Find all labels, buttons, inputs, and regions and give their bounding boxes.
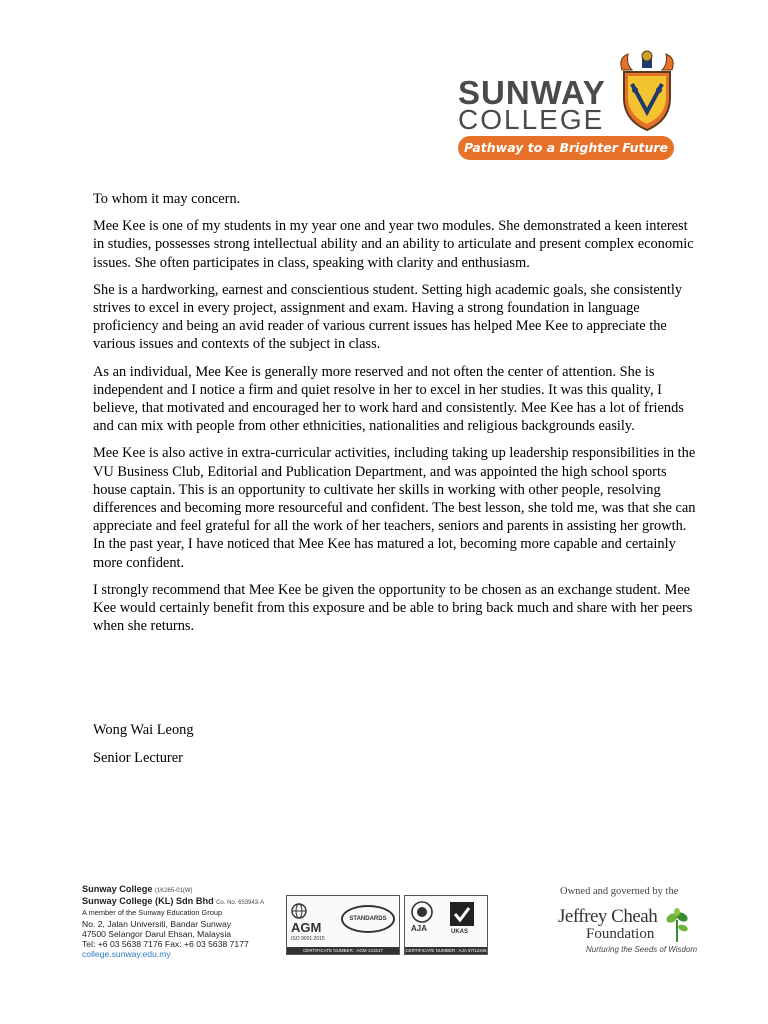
footer-company-reg: Co. No. 653943-A xyxy=(216,900,265,907)
foundation-name: Jeffrey Cheah xyxy=(558,906,658,927)
foundation-motto: Nurturing the Seeds of Wisdom xyxy=(586,945,698,954)
owned-governed-text: Owned and governed by the xyxy=(560,886,679,897)
footer-college-name: Sunway College xyxy=(82,884,153,894)
logo-sunway-text: SUNWAY xyxy=(458,74,606,111)
ukas-check-icon xyxy=(449,901,475,927)
certification-badge-agm xyxy=(286,895,400,955)
cert1-number: CERTIFICATE NUMBER : AGM 141517 xyxy=(287,947,399,954)
footer-member: A member of the Sunway Education Group xyxy=(82,908,223,918)
logo-college-text: COLLEGE xyxy=(458,104,605,135)
agm-iso: ISO 9001:2015 xyxy=(291,936,325,942)
aja-mark: AJA xyxy=(411,924,428,933)
signatory-title: Senior Lecturer xyxy=(93,750,183,766)
certification-badge-aja xyxy=(404,895,488,955)
signatory-name: Wong Wai Leong xyxy=(93,722,194,738)
footer-address-2: 47500 Selangor Darul Ehsan, Malaysia xyxy=(82,928,232,939)
letter-paragraph: Mee Kee is one of my students in my year one and year two modules. She demonstrated a keen interest in studies, possesses strong intellectual ability and an ability to articulate and present complex economic issues. She often participates in class, speaking with clarity and enthusiasm. xyxy=(93,218,694,271)
footer-website-link[interactable]: college.sunway.edu.my xyxy=(82,949,171,960)
agm-mark: AGM xyxy=(291,920,322,935)
footer-address-block xyxy=(82,884,282,959)
footer-address-1: No. 2, Jalan Universiti, Bandar Sunway xyxy=(82,918,232,929)
standards-seal: STANDARDS xyxy=(341,905,395,933)
foundation-word: Foundation xyxy=(586,926,655,942)
letter-body xyxy=(93,190,698,644)
logo-tagline: Pathway to a Brighter Future xyxy=(458,136,674,160)
globe-icon xyxy=(291,902,307,920)
footer-phone: Tel: +6 03 5638 7176 Fax: +6 03 5638 7177 xyxy=(82,939,249,950)
aja-emblem-icon xyxy=(410,901,434,923)
seedling-icon xyxy=(664,908,690,942)
letter-paragraph: I strongly recommend that Mee Kee be given the opportunity to be chosen as an exchange student. Mee Kee would certainly benefit from this exposure and be able to bring back much and share with her peers when she returns. xyxy=(93,581,693,635)
footer-college-reg: (1K265-01(W) xyxy=(154,888,193,894)
letter-paragraph: Mee Kee is also active in extra-curricular activities, including taking up leadership responsibilities in the VU Business Club, Editorial and Publication Department, and was appointed the high school sports house captain. This is an opportunity to cultivate her skills in working with other people, resolving differences and becoming more resourceful and confident. The best lesson, she told me, was that she can appreciate and feel grateful for all the work of her teachers, seniors and parents in assisting her growth. In the past year, I have noticed that Mee Kee has matured a lot, becoming more capable and certainly more confident. xyxy=(93,445,696,571)
salutation: To whom it may concern. xyxy=(93,191,241,207)
letter-paragraph: As an individual, Mee Kee is generally more reserved and not often the center of attention. She is independent and I notice a firm and quiet resolve in her to excel in her studies. It was this quality, I believe, that motivated and encouraged her to work hard and consistently. Mee Kee has a lot of friends and can mix with people from other ethnicities, nationalities and religious backgrounds easily. xyxy=(93,363,684,435)
letter-paragraph: She is a hardworking, earnest and conscientious student. Setting high academic goals, she consistently strives to excel in every project, assignment and exam. Having a strong foundation in language proficiency and being an avid reader of various current issues has helped Mee Kee to appreciate the various issues and contexts of the subject in class. xyxy=(93,281,683,353)
sunway-college-logo xyxy=(458,50,688,165)
jeffrey-cheah-foundation-logo xyxy=(556,886,696,958)
cert2-number: CERTIFICATE NUMBER : AJA 07/12345 xyxy=(405,948,487,953)
footer-company-name: Sunway College (KL) Sdn Bhd xyxy=(82,896,214,907)
ukas-mark: UKAS xyxy=(451,929,469,935)
crest-icon xyxy=(618,50,676,132)
